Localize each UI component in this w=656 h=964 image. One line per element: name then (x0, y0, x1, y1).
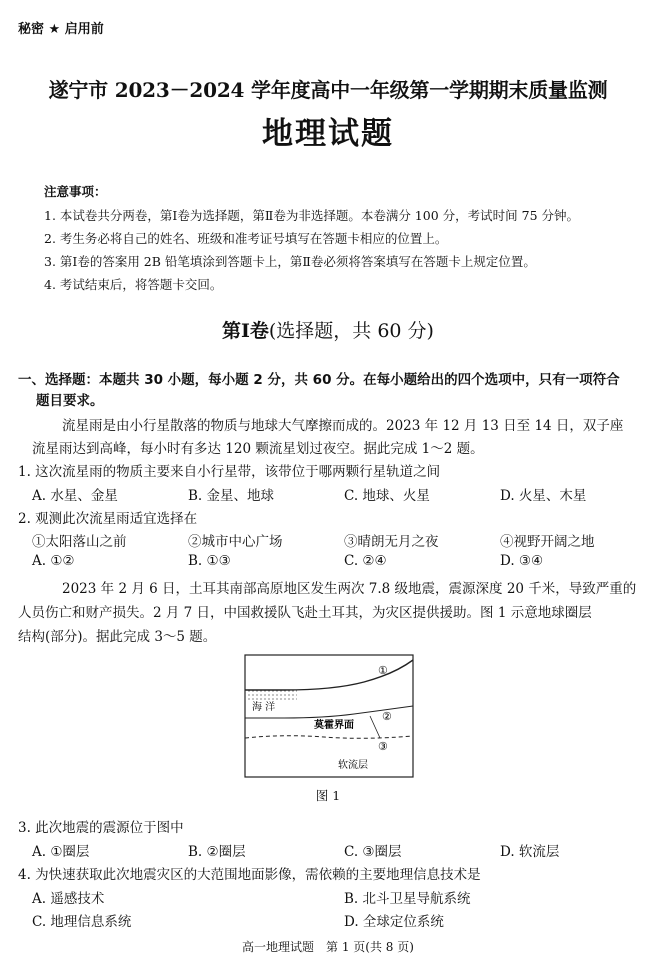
option-b: B. ②圈层 (188, 844, 246, 860)
figure-caption: 图 1 (315, 788, 341, 803)
option-c: C. ③圈层 (344, 844, 402, 860)
layer1-label: ① (378, 664, 388, 677)
option-a: A. ①圈层 (32, 844, 90, 860)
section-instruction-cont: 题目要求。 (36, 393, 104, 409)
option-d: D. 全球定位系统 (344, 914, 444, 930)
option-c: C. 地理信息系统 (32, 914, 132, 930)
ocean-label: 海 洋 (252, 702, 276, 713)
option-d: D. ③④ (500, 553, 544, 569)
passage-line: 流星雨达到高峰，每小时有多达 120 颗流星划过夜空。据此完成 1～2 题。 (32, 441, 484, 457)
earth-layers-diagram (244, 654, 414, 778)
confidential-label: 秘密 ★ 启用前 (18, 22, 104, 37)
ocean-dotted-band (245, 690, 297, 700)
notice-item: 4. 考试结束后，将答题卡交回。 (44, 277, 223, 292)
option-b: B. 金星、地球 (188, 488, 275, 504)
notice-heading: 注意事项： (44, 184, 107, 199)
option-a: A. 遥感技术 (32, 891, 105, 907)
question-stem: 3. 此次地震的震源位于图中 (18, 820, 184, 836)
option-c: C. ②④ (344, 553, 387, 569)
moho-label: 莫霍界面 (314, 720, 354, 731)
choice-item: ①太阳落山之前 (32, 534, 127, 550)
passage-line: 人员伤亡和财产损失。2 月 7 日，中国救援队飞赴土耳其，为灾区提供援助。图 1 示意地球圈层 (18, 605, 592, 621)
passage-line: 结构(部分)。据此完成 3～5 题。 (18, 629, 217, 645)
option-b: B. 北斗卫星导航系统 (344, 891, 471, 907)
passage-line: 2023 年 2 月 6 日，土耳其南部高原地区发生两次 7.8 级地震，震源深度 20 千米，导致严重的 (62, 581, 637, 597)
section-instruction: 一、选择题：本题共 30 小题，每小题 2 分，共 60 分。在每小题给出的四个选项中，只有一项符合 (18, 372, 620, 388)
part-title-main: 第Ⅰ卷 (222, 320, 269, 342)
part-title (0, 316, 656, 343)
layer3-label: ③ (378, 740, 388, 753)
question-stem: 4. 为快速获取此次地震灾区的大范围地面影像，需依赖的主要地理信息技术是 (18, 867, 481, 883)
notice-item: 1. 本试卷共分两卷，第Ⅰ卷为选择题，第Ⅱ卷为非选择题。本卷满分 100 分，考试时间 75 分钟。 (44, 208, 579, 223)
option-a: A. 水星、金星 (32, 488, 118, 504)
choice-item: ②城市中心广场 (188, 534, 283, 550)
option-d: D. 火星、木星 (500, 488, 587, 504)
option-a: A. ①② (32, 553, 75, 569)
option-d: D. 软流层 (500, 844, 560, 860)
exam-title: 遂宁市 2023－2024 学年度高中一年级第一学期期末质量监测 (48, 78, 608, 102)
choice-item: ④视野开阔之地 (500, 534, 595, 550)
question-stem: 1. 这次流星雨的物质主要来自小行星带，该带位于哪两颗行星轨道之间 (18, 464, 441, 480)
option-c: C. 地球、火星 (344, 488, 430, 504)
option-b: B. ①③ (188, 553, 231, 569)
page-footer: 高一地理试题 第 1 页(共 8 页) (242, 940, 414, 954)
question-stem: 2. 观测此次流星雨适宜选择在 (18, 511, 198, 527)
notice-item: 2. 考生务必将自己的姓名、班级和准考证号填写在答题卡相应的位置上。 (44, 231, 448, 246)
passage-line: 流星雨是由小行星散落的物质与地球大气摩擦而成的。2023 年 12 月 13 日至 14 日，双子座 (62, 418, 624, 434)
asthenosphere-label: 软流层 (338, 760, 368, 771)
part-title-sub: (选择题，共 60 分) (268, 320, 434, 342)
layer2-label: ② (382, 710, 392, 723)
choice-item: ③晴朗无月之夜 (344, 534, 439, 550)
notice-item: 3. 第Ⅰ卷的答案用 2B 铅笔填涂到答题卡上，第Ⅱ卷必须将答案填写在答题卡上规定位置。 (44, 254, 536, 269)
subject-title: 地理试题 (262, 116, 394, 152)
